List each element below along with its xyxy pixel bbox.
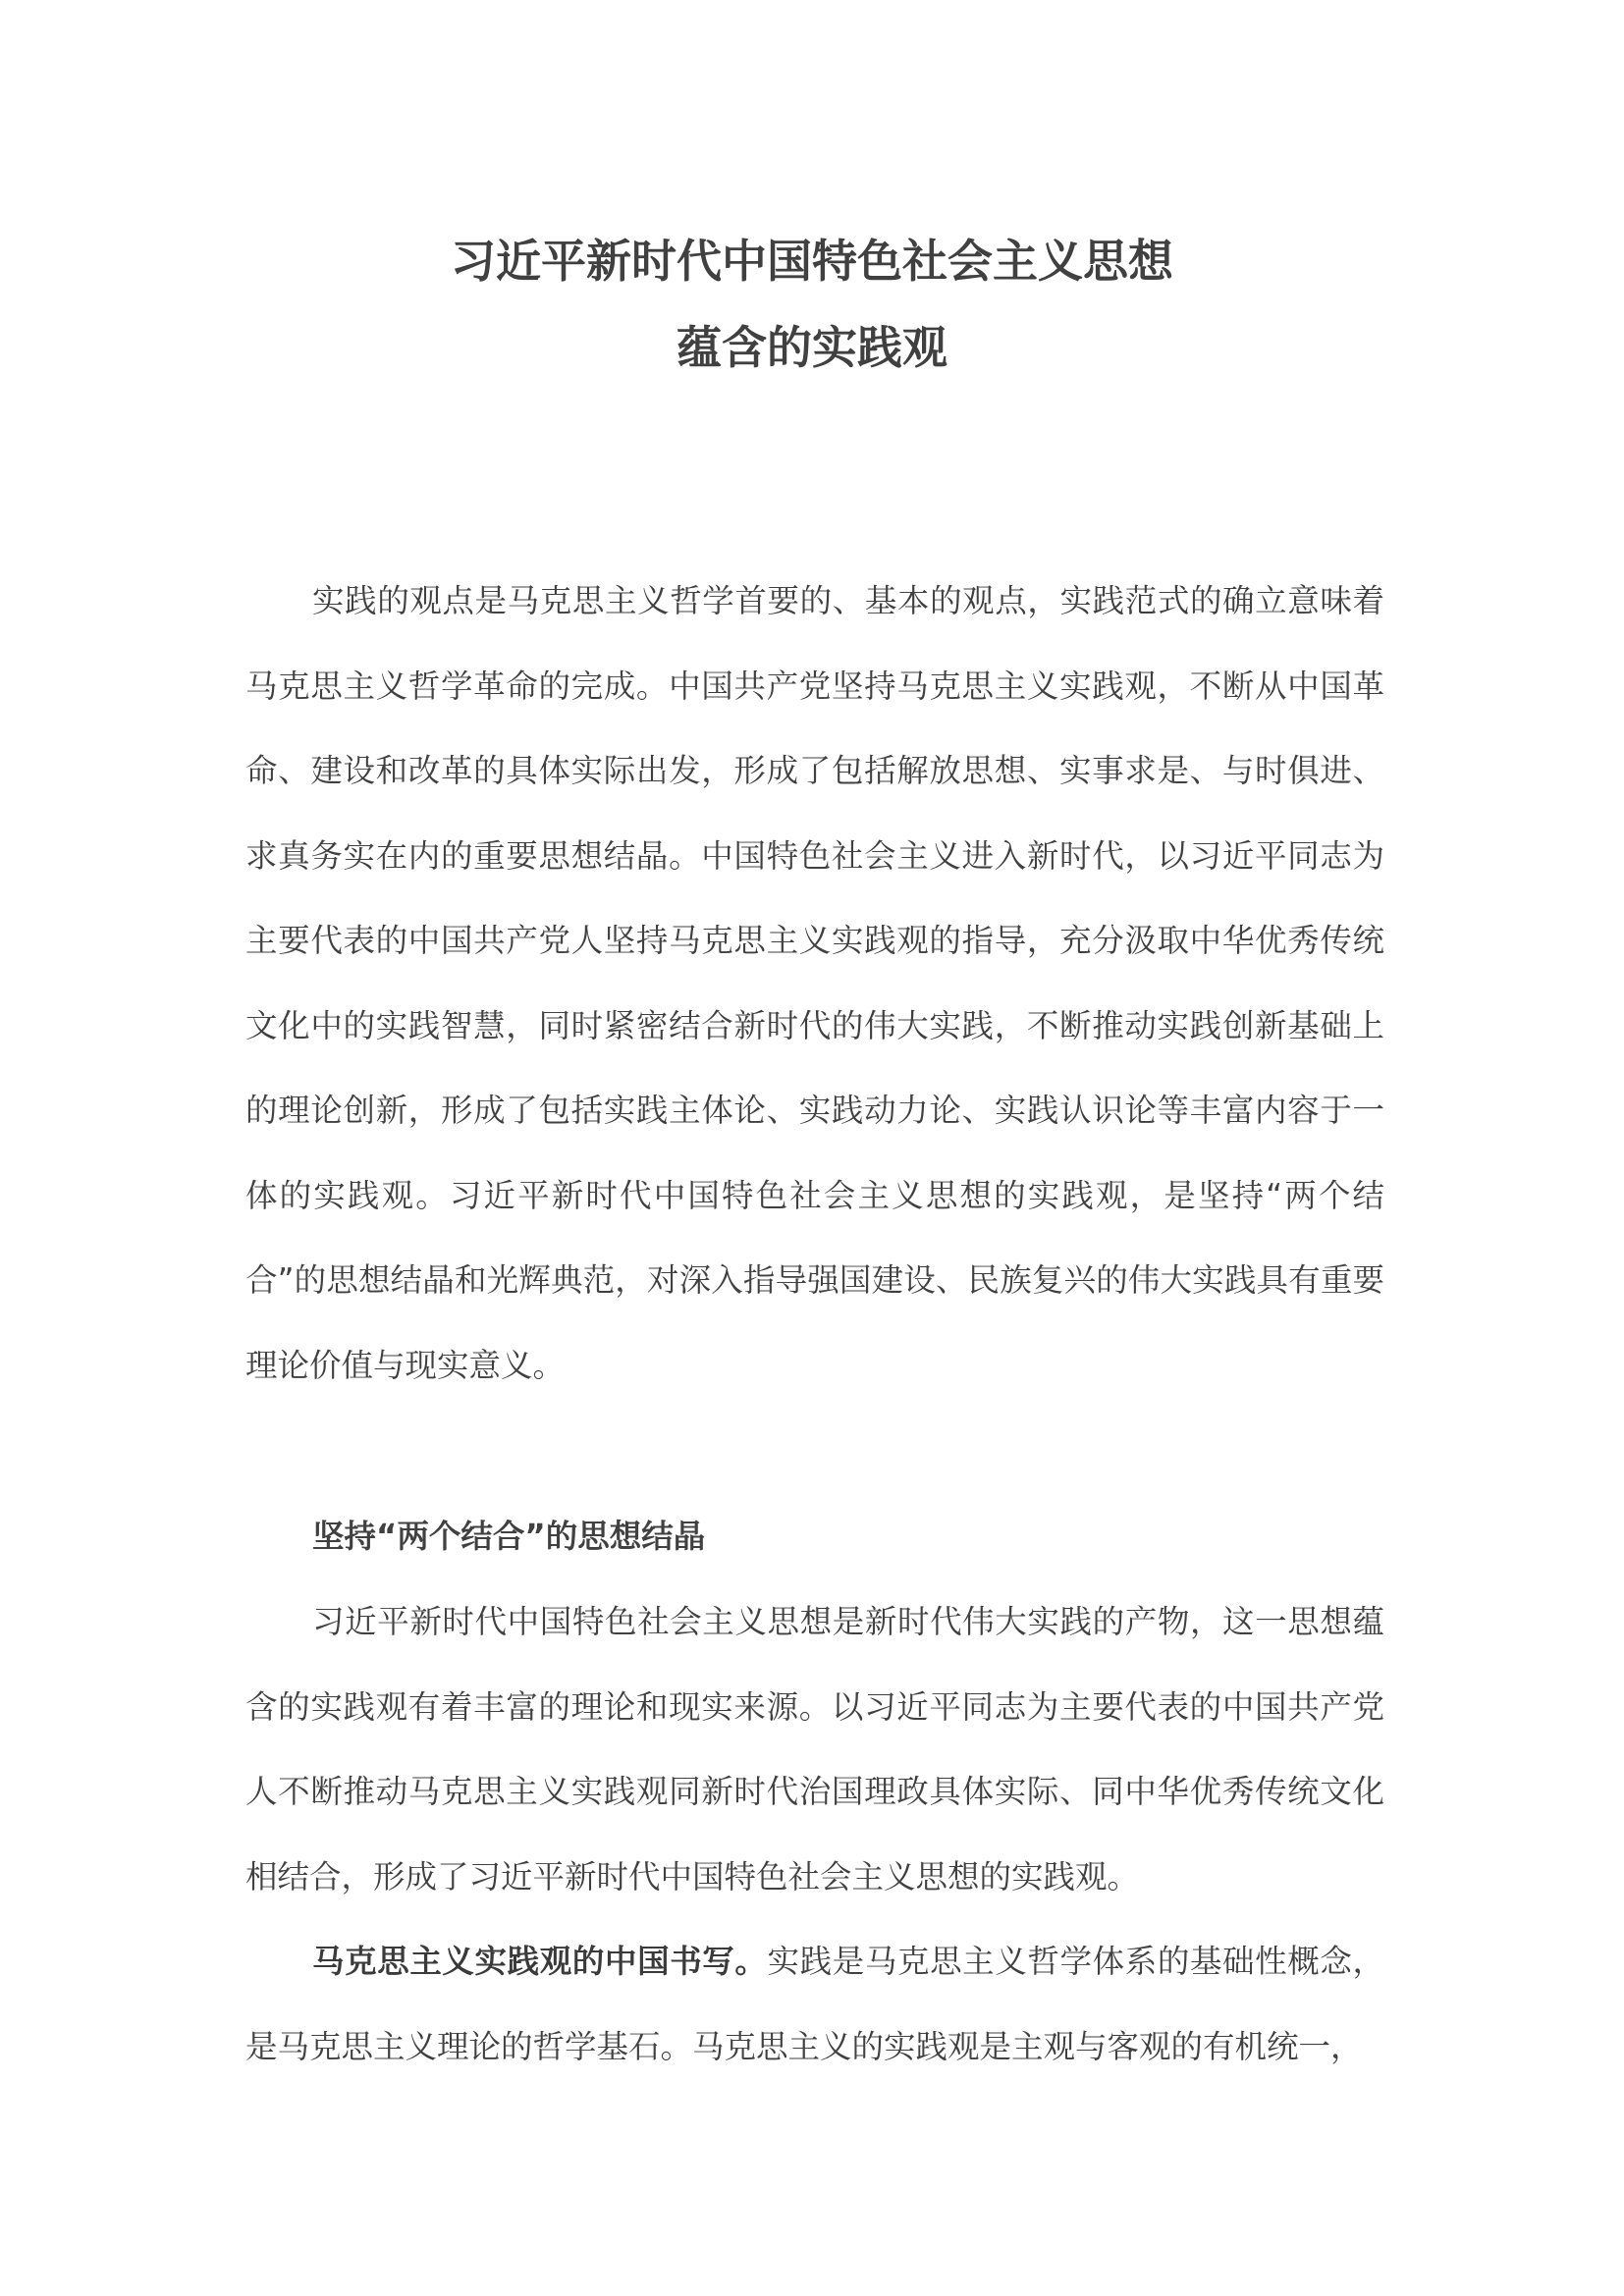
paragraph-lead-bold: 马克思主义实践观的中国书写。 [312,1943,768,1980]
intro-section [245,559,1384,1408]
paragraph-text: 实践是马克思主义哲学体系的基础性概念，是马克思主义理论的哲学基石。马克思主义的实践观是主观与客观的有机统一， [245,1943,1384,2065]
title-line-1: 习近平新时代中国特色社会主义思想 [451,235,1173,288]
section-paragraph-1 [245,1579,1384,1919]
title-line-2: 蕴含的实践观 [677,321,947,374]
paragraph-text: 习近平新时代中国特色社会主义思想是新时代伟大实践的产物，这一思想蕴含的实践观有着丰富的理论和现实来源。以习近平同志为主要代表的中国共产党人不断推动马克思主义实践观同新时代治国理政具体实际、同中华优秀传统文化相结合，形成了习近平新时代中国特色社会主义思想的实践观。 [245,1603,1384,1896]
section-body [245,1579,1384,2089]
intro-paragraph: 实践的观点是马克思主义哲学首要的、基本的观点，实践范式的确立意味着马克思主义哲学革命的完成。中国共产党坚持马克思主义实践观，不断从中国革命、建设和改革的具体实际出发，形成了包括解放思想、实事求是、与时俱进、求真务实在内的重要思想结晶。中国特色社会主义进入新时代，以习近平同志为主要代表的中国共产党人坚持马克思主义实践观的指导，充分汲取中华优秀传统文化中的实践智慧，同时紧密结合新时代的伟大实践，不断推动实践创新基础上的理论创新，形成了包括实践主体论、实践动力论、实践认识论等丰富内容于一体的实践观。习近平新时代中国特色社会主义思想的实践观，是坚持“两个结合”的思想结晶和光辉典范，对深入指导强国建设、民族复兴的伟大实践具有重要理论价值与现实意义。 [245,582,1384,1384]
section-heading: 坚持“两个结合”的思想结晶 [312,1518,706,1555]
document-title [0,218,1624,391]
section-paragraph-2 [245,1919,1384,2089]
